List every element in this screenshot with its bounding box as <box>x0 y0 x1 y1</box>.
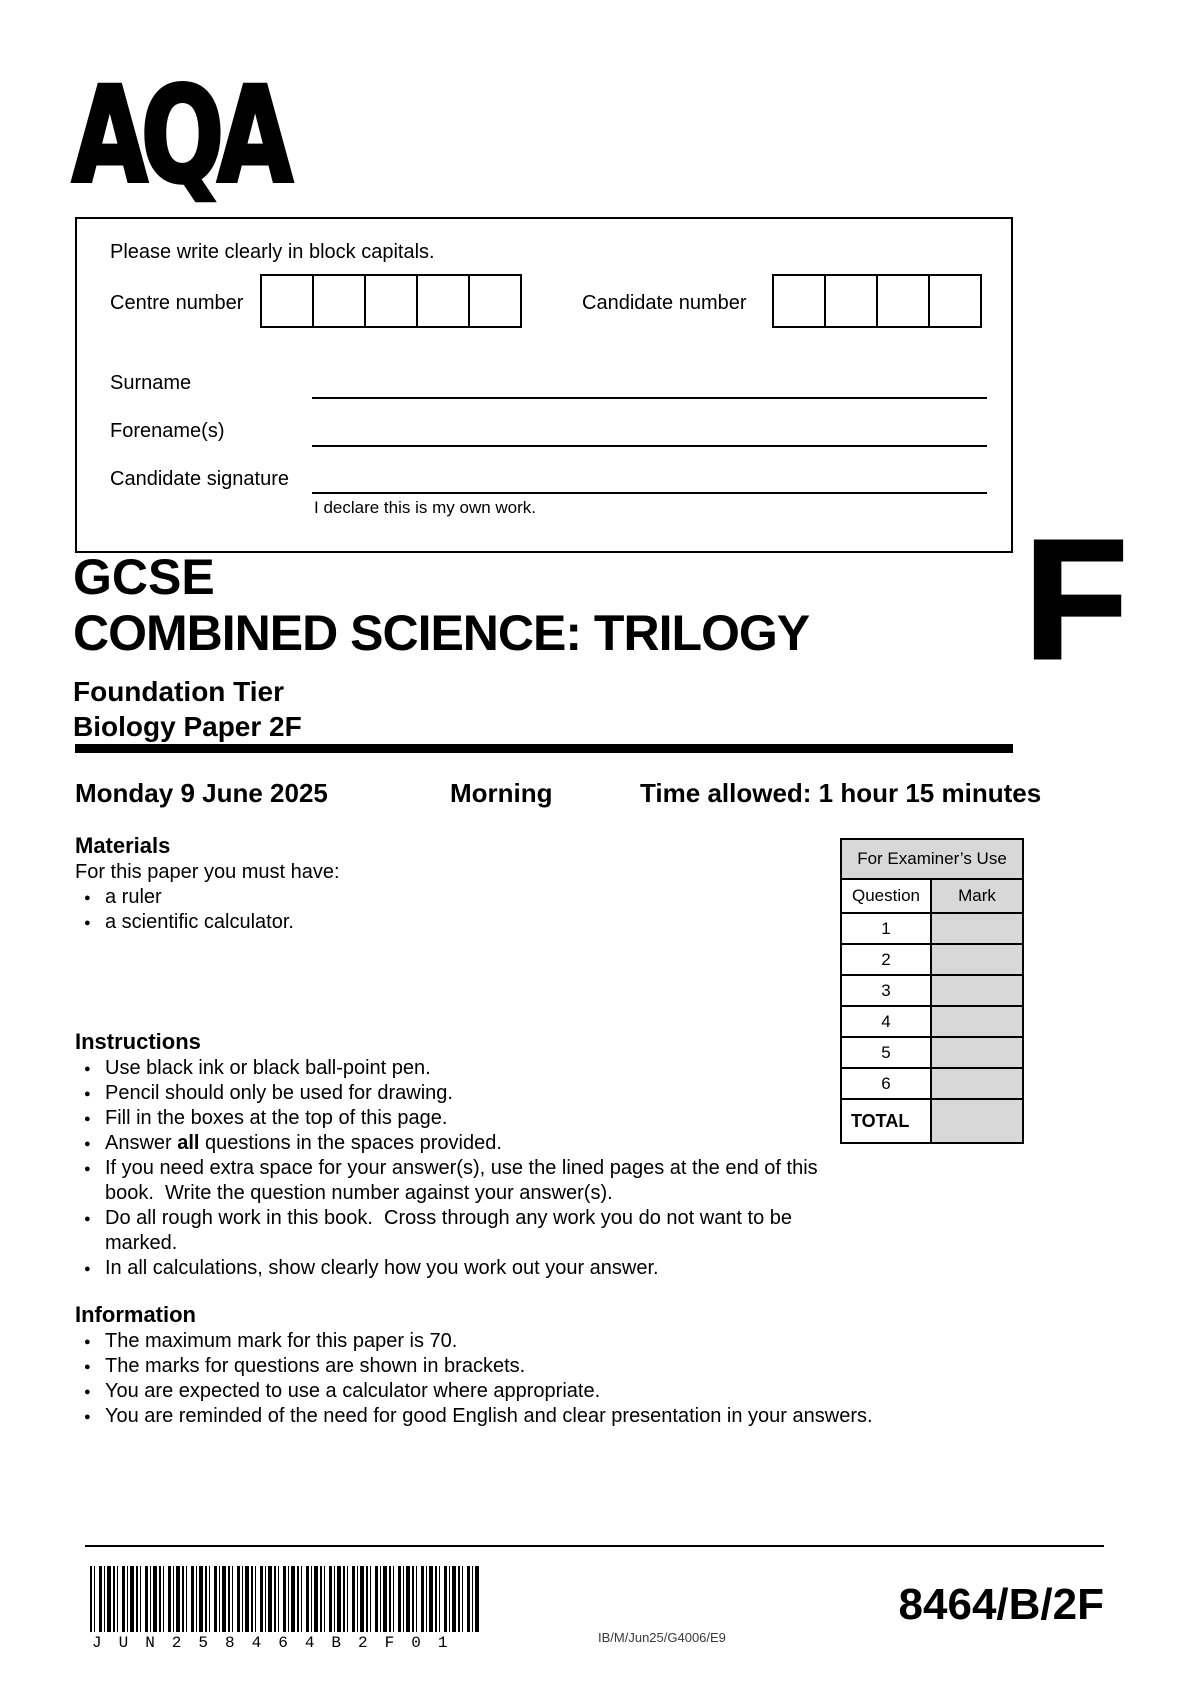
information-list <box>75 1329 995 1429</box>
centre-number-label: Centre number <box>110 292 244 314</box>
ref-code: IB/M/Jun25/G4006/E9 <box>598 1630 726 1645</box>
aqa-logo: AQA <box>72 59 287 213</box>
candidate-details-box <box>75 217 1013 553</box>
list-item: ● Pencil should only be used for drawing. <box>75 1081 823 1106</box>
exam-session: Morning <box>450 778 553 808</box>
mark-column-header: Mark <box>932 880 1022 912</box>
information-section <box>75 1301 995 1429</box>
examiner-table-row <box>842 945 1022 976</box>
examiner-table-row <box>842 914 1022 945</box>
total-label: TOTAL <box>842 1100 932 1142</box>
declaration-note: I declare this is my own work. <box>314 498 537 517</box>
centre-number-boxes <box>260 274 522 328</box>
examiner-table-row <box>842 1038 1022 1069</box>
mark-cell <box>932 945 1022 974</box>
surname-label: Surname <box>110 372 192 394</box>
list-item: ● The maximum mark for this paper is 70. <box>75 1329 995 1354</box>
forenames-label: Forename(s) <box>110 420 225 442</box>
entry-box <box>824 274 878 328</box>
footer-rule <box>85 1545 1104 1547</box>
examiner-table <box>840 838 1024 1144</box>
title-rule <box>75 744 1013 753</box>
examiner-table-row <box>842 976 1022 1007</box>
entry-box <box>312 274 366 328</box>
question-number-cell: 1 <box>842 914 932 943</box>
barcode <box>90 1566 480 1632</box>
question-number-cell: 2 <box>842 945 932 974</box>
list-item: ● You are expected to use a calculator where appropriate. <box>75 1379 995 1404</box>
list-item: ● If you need extra space for your answer(s), use the lined pages at the end of this book. Write the question number against your answer(s). <box>75 1156 823 1206</box>
tier-letter: F <box>1024 505 1128 695</box>
mark-cell <box>932 1038 1022 1067</box>
list-item: ● Fill in the boxes at the top of this page. <box>75 1106 823 1131</box>
block-capitals-note: Please write clearly in block capitals. <box>110 241 435 263</box>
mark-cell <box>932 976 1022 1005</box>
information-heading: Information <box>75 1302 196 1327</box>
entry-box <box>416 274 470 328</box>
examiner-table-title: For Examiner’s Use <box>842 840 1022 880</box>
instructions-section <box>75 1028 823 1281</box>
entry-box <box>364 274 418 328</box>
entry-box <box>772 274 826 328</box>
list-item: ● Do all rough work in this book. Cross through any work you do not want to be marked. <box>75 1206 823 1256</box>
entry-box <box>928 274 982 328</box>
question-number-cell: 3 <box>842 976 932 1005</box>
question-number-cell: 4 <box>842 1007 932 1036</box>
list-item: ● Use black ink or black ball-point pen. <box>75 1056 823 1081</box>
materials-list <box>75 885 675 935</box>
materials-heading: Materials <box>75 833 171 858</box>
paper-label: Biology Paper 2F <box>73 711 302 742</box>
candidate-number-boxes <box>772 274 982 328</box>
question-number-cell: 6 <box>842 1069 932 1098</box>
tier-label: Foundation Tier <box>73 676 285 707</box>
list-item: ● a ruler <box>75 885 675 910</box>
entry-box <box>468 274 522 328</box>
question-number-cell: 5 <box>842 1038 932 1067</box>
list-item: ● a scientific calculator. <box>75 910 675 935</box>
qualification-title: GCSE <box>73 549 215 605</box>
examiner-table-header <box>842 880 1022 914</box>
paper-code: 8464/B/2F <box>898 1580 1104 1629</box>
materials-intro: For this paper you must have: <box>75 861 340 883</box>
candidate-number-label: Candidate number <box>582 292 747 314</box>
list-item: ● The marks for questions are shown in brackets. <box>75 1354 995 1379</box>
list-item: ● Answer all questions in the spaces provided. <box>75 1131 823 1156</box>
examiner-table-row <box>842 1069 1022 1100</box>
entry-box <box>876 274 930 328</box>
surname-line <box>312 369 987 399</box>
entry-box <box>260 274 314 328</box>
mark-cell <box>932 914 1022 943</box>
examiner-table-rows <box>842 914 1022 1100</box>
list-item: ● In all calculations, show clearly how you work out your answer. <box>75 1256 823 1281</box>
subject-title: COMBINED SCIENCE: TRILOGY <box>73 605 810 661</box>
signature-label: Candidate signature <box>110 468 290 490</box>
barcode-text: JUN258464B2F01 <box>92 1634 465 1652</box>
materials-section <box>75 832 675 935</box>
list-item: ● You are reminded of the need for good English and clear presentation in your answers. <box>75 1404 995 1429</box>
mark-cell <box>932 1007 1022 1036</box>
total-mark-cell <box>932 1100 1022 1142</box>
instructions-heading: Instructions <box>75 1029 201 1054</box>
examiner-table-total-row <box>842 1100 1022 1142</box>
forenames-line <box>312 417 987 447</box>
signature-line <box>312 464 987 494</box>
instructions-list <box>75 1056 823 1281</box>
mark-cell <box>932 1069 1022 1098</box>
examiner-table-row <box>842 1007 1022 1038</box>
exam-date: Monday 9 June 2025 <box>75 778 328 808</box>
time-allowed: Time allowed: 1 hour 15 minutes <box>640 778 1042 808</box>
question-column-header: Question <box>842 880 932 912</box>
